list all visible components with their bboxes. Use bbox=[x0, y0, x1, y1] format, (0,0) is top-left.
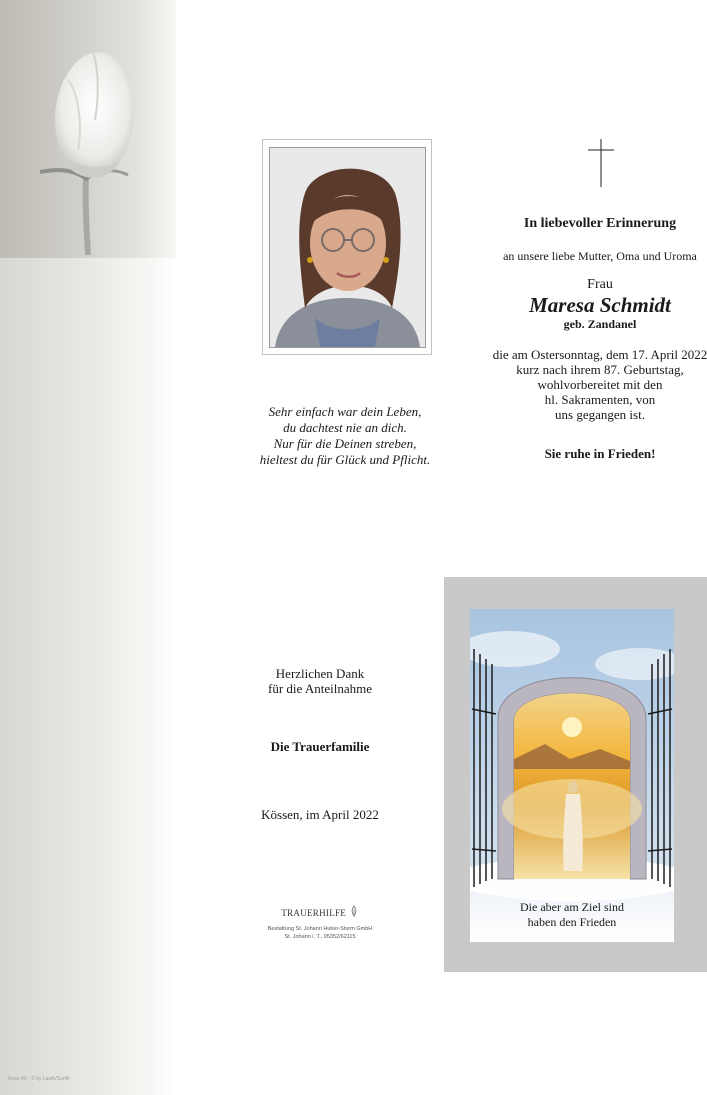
cross-icon bbox=[587, 139, 615, 187]
heaven-gate-image bbox=[470, 609, 674, 942]
details-line: die am Ostersonntag, dem 17. April 2022 bbox=[492, 347, 707, 362]
card-caption bbox=[470, 900, 674, 930]
leaf-icon bbox=[349, 905, 359, 917]
details-line: kurz nach ihrem 87. Geburtstag, bbox=[516, 362, 684, 377]
undertaker-name: TRAUERHILFE bbox=[281, 908, 347, 918]
deceased-name: Maresa Schmidt bbox=[529, 293, 671, 317]
salutation: Frau bbox=[587, 277, 613, 292]
poem bbox=[250, 404, 440, 468]
poem-line: Nur für die Deinen streben, bbox=[273, 436, 417, 451]
undertaker-logo bbox=[250, 905, 390, 918]
birth-name: geb. Zandanel bbox=[563, 317, 637, 331]
thanks-block bbox=[240, 666, 400, 696]
undertaker-line: Bestattung St. Johann Huber-Sturm GmbH bbox=[267, 926, 373, 932]
portrait-photo bbox=[269, 147, 426, 348]
poem-line: Sehr einfach war dein Leben, bbox=[268, 404, 422, 419]
family-signature: Die Trauerfamilie bbox=[270, 739, 370, 754]
thanks-line: für die Anteilnahme bbox=[268, 681, 372, 696]
portrait-frame bbox=[262, 139, 432, 355]
footer-credit: Rose 40 - © by Lauth/Sunfit bbox=[8, 1076, 70, 1082]
details-line: uns gegangen ist. bbox=[555, 407, 645, 422]
caption-line: haben den Frieden bbox=[527, 915, 617, 929]
poem-line: du dachtest nie an dich. bbox=[283, 420, 407, 435]
thanks-line: Herzlichen Dank bbox=[275, 666, 365, 681]
caption-line: Die aber am Ziel sind bbox=[520, 900, 624, 914]
white-rose-image bbox=[0, 0, 176, 258]
details-line: wohlvorbereitet mit den bbox=[537, 377, 663, 392]
rest-in-peace: Sie ruhe in Frieden! bbox=[544, 446, 656, 461]
memorial-intro: an unsere liebe Mutter, Oma und Uroma bbox=[503, 249, 697, 263]
undertaker-line: St. Johann i. T., 05352/62115 bbox=[284, 934, 356, 940]
undertaker-address bbox=[230, 925, 410, 941]
memorial-heading: In liebevoller Erinnerung bbox=[523, 216, 677, 231]
details-line: hl. Sakramenten, von bbox=[544, 392, 656, 407]
place-date: Kössen, im April 2022 bbox=[261, 807, 379, 822]
memorial-details bbox=[490, 347, 707, 422]
poem-line: hieltest du für Glück und Pflicht. bbox=[259, 452, 431, 467]
